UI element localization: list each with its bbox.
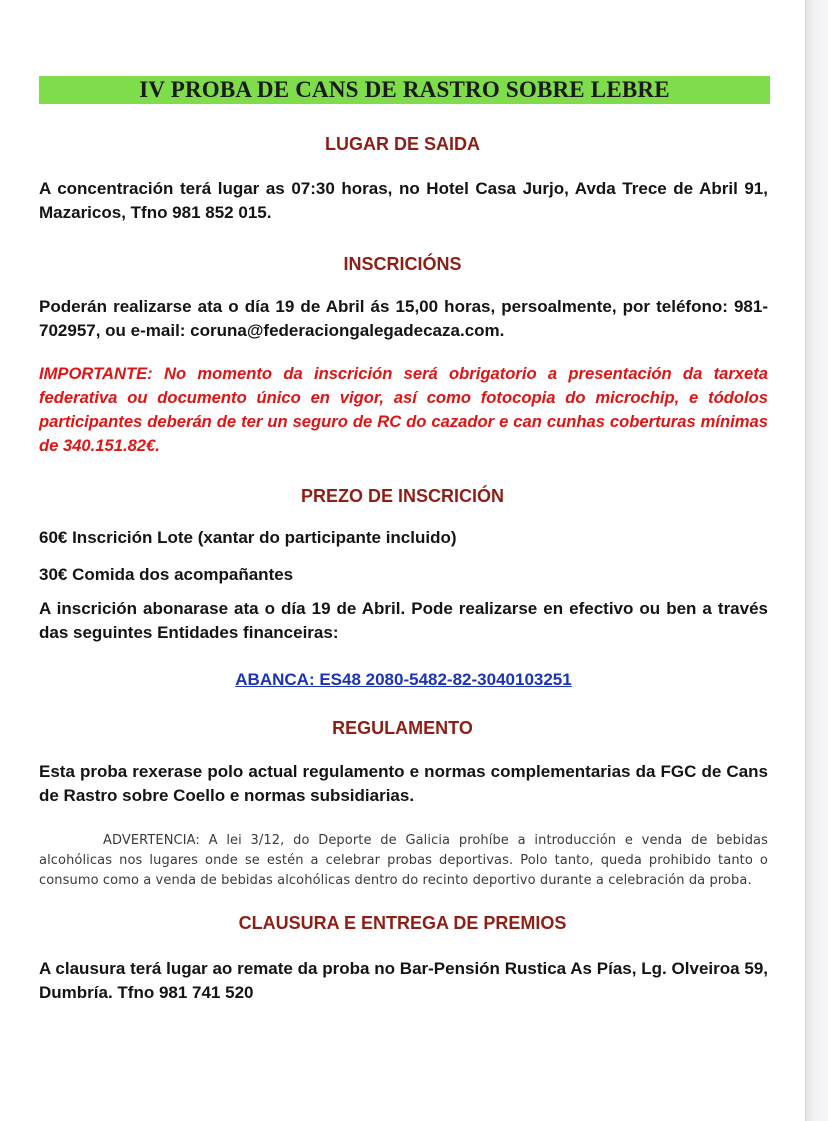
bank-account-link[interactable]: ABANCA: ES48 2080-5482-82-3040103251	[235, 670, 572, 689]
important-notice	[39, 362, 768, 458]
payment-text: A inscrición abonarase ata o día 19 de Abril. Pode realizarse en efectivo ou ben a través das seguintes Entidades financeiras:	[39, 599, 768, 642]
heading-clausura: CLAUSURA E ENTREGA DE PREMIOS	[238, 913, 567, 933]
heading-inscricions: INSCRICIÓNS	[343, 254, 462, 274]
heading-lugar-de-saida: LUGAR DE SAIDA	[324, 134, 480, 154]
page-edge-scroll-area	[805, 0, 828, 1121]
important-label: IMPORTANTE:	[39, 364, 153, 383]
advertencia-notice	[39, 831, 768, 891]
document-title: IV PROBA DE CANS DE RASTRO SOBRE LEBRE	[39, 76, 770, 104]
price-line-lote: 60€ Inscrición Lote (xantar do participante incluido)	[39, 528, 457, 547]
important-text: No momento da inscrición será obrigatorio a presentación da tarxeta federativa ou documento único en vigor, así como fotocopia do microchip, e tódolos participantes deberán de ter un seguro de RC do cazador e can cunhas coberturas mínimas de 340.151.82€.	[39, 364, 768, 455]
clausura-text: A clausura terá lugar ao remate da proba no Bar-Pensión Rustica As Pías, Lg. Olveiroa 59, Dumbría. Tfno 981 741 520	[39, 959, 768, 1002]
price-line-comida: 30€ Comida dos acompañantes	[39, 565, 294, 584]
lugar-text: A concentración terá lugar as 07:30 horas, no Hotel Casa Jurjo, Avda Trece de Abril 91, Mazaricos, Tfno 981 852 015.	[39, 179, 768, 222]
inscricions-text: Poderán realizarse ata o día 19 de Abril ás 15,00 horas, persoalmente, por teléfono: 981-702957, ou e-mail: coruna@federaciongalegadecaza.com.	[39, 297, 768, 340]
regulamento-text: Esta proba rexerase polo actual regulamento e normas complementarias da FGC de Cans de Rastro sobre Coello e normas subsidiarias.	[39, 762, 768, 805]
heading-prezo-de-inscricion: PREZO DE INSCRICIÓN	[300, 486, 505, 506]
advertencia-text: ADVERTENCIA: A lei 3/12, do Deporte de Galicia prohíbe a introducción e venda de bebidas alcohólicas nos lugares onde se estén a celebrar probas deportivas. Polo tanto, queda prohibido tanto o consumo como a venda de bebidas alcohólicas dentro do recinto deportivo durante a celebración da proba.	[39, 833, 768, 888]
heading-regulamento: REGULAMENTO	[332, 718, 473, 738]
